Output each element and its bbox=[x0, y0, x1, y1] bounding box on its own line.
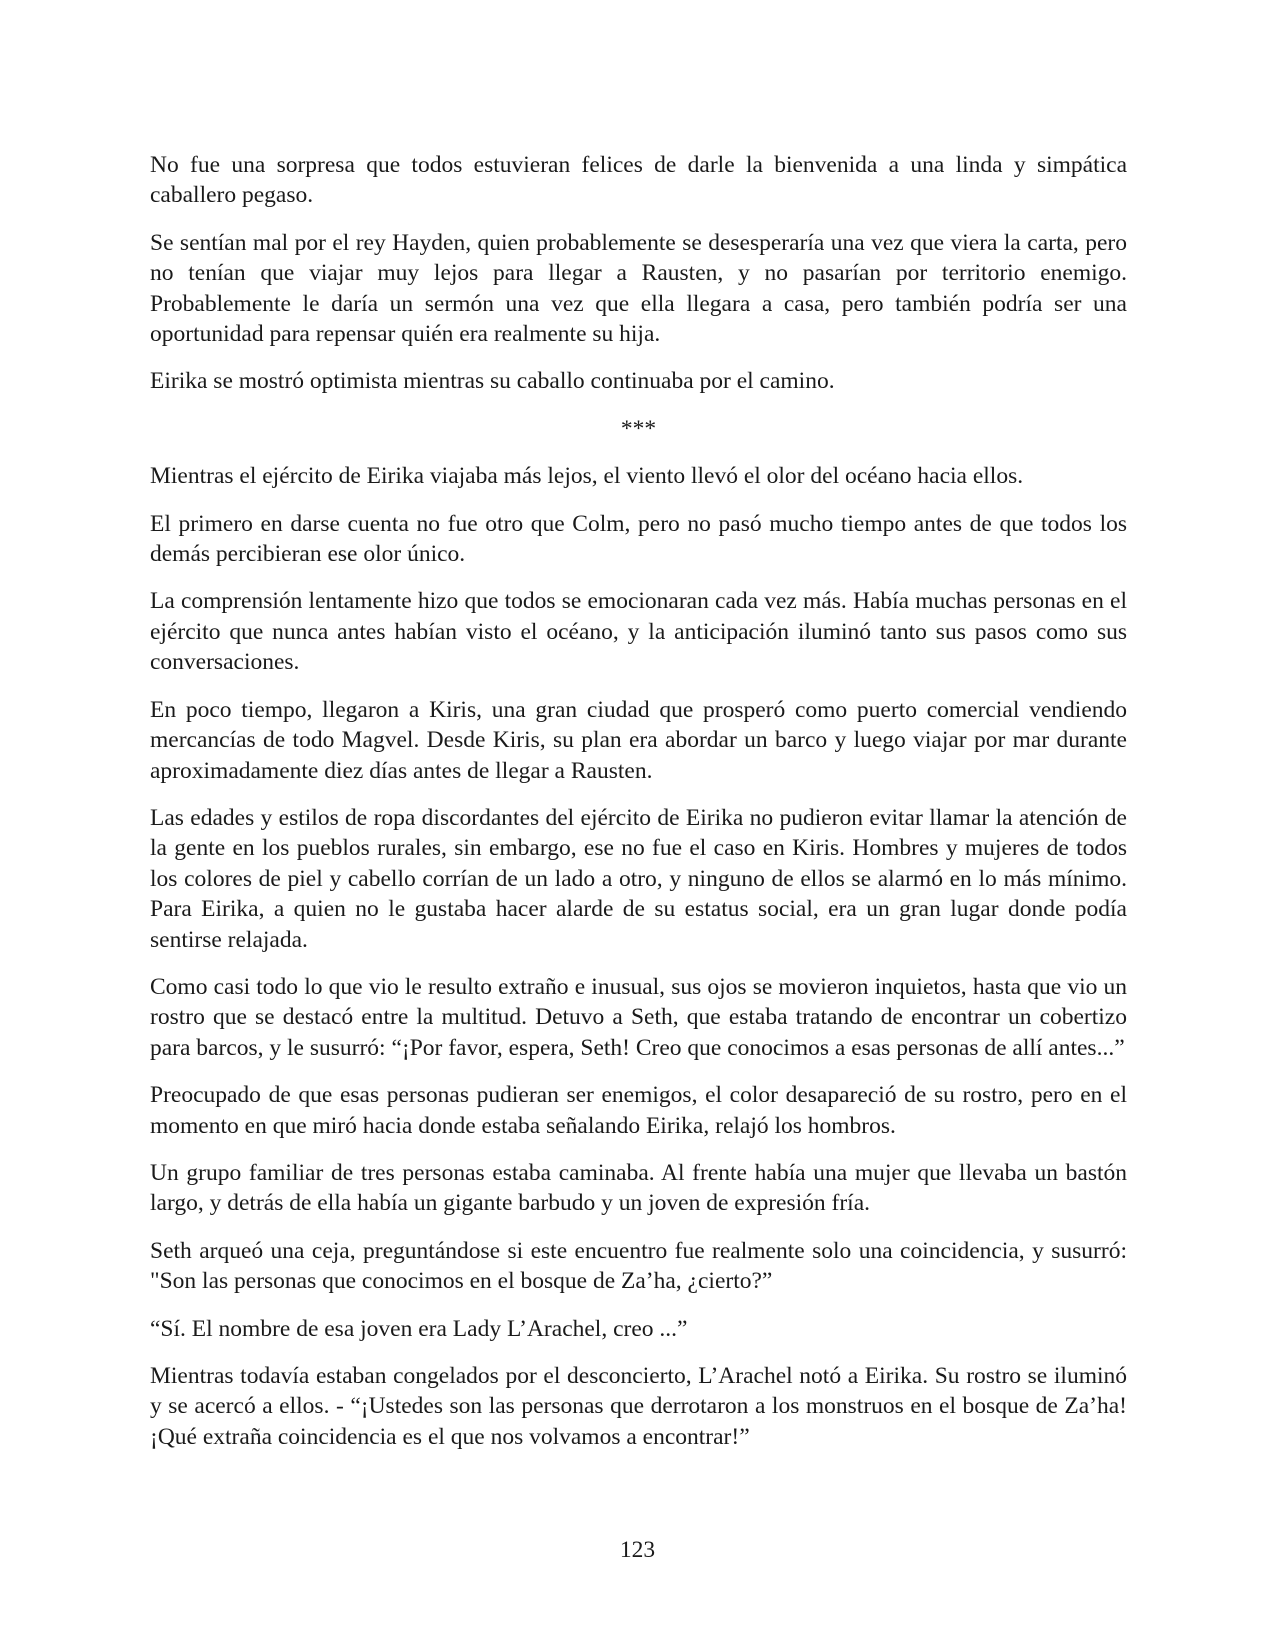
paragraph: El primero en darse cuenta no fue otro que Colm, pero no pasó mucho tiempo antes de que todos los demás percibieran ese olor único. bbox=[150, 510, 1127, 568]
paragraph: Mientras todavía estaban congelados por el desconcierto, L’Arachel notó a Eirika. Su rostro se iluminó y se acercó a ellos. - “¡Ustedes son las personas que derrotaron a los monstruos en el bosque de Za’ha! ¡Qué extraña coincidencia es el que nos volvamos a encontrar!” bbox=[150, 1363, 1127, 1450]
paragraph: Como casi todo lo que vio le resulto extraño e inusual, sus ojos se movieron inquietos, hasta que vio un rostro que se destacó entre la multitud. Detuvo a Seth, que estaba tratando de encontrar un cobertizo para barcos, y le susurró: “¡Por favor, espera, Seth! Creo que conocimos a esas personas de allí antes...” bbox=[150, 973, 1127, 1061]
paragraph: “Sí. El nombre de esa joven era Lady L’Arachel, creo ...” bbox=[150, 1315, 688, 1342]
paragraph: Se sentían mal por el rey Hayden, quien probablemente se desesperaría una vez que viera la carta, pero no tenían que viajar muy lejos para llegar a Rausten, y no pasarían por territorio enemigo. Probablemente le daría un sermón una vez que ella llegara a casa, pero también podría ser una oportunidad para repensar quién era realmente su hija. bbox=[150, 229, 1127, 348]
paragraph: Seth arqueó una ceja, preguntándose si este encuentro fue realmente solo una coincidencia, y susurró: "Son las personas que conocimos en el bosque de Za’ha, ¿cierto?” bbox=[150, 1237, 1127, 1295]
paragraph: En poco tiempo, llegaron a Kiris, una gran ciudad que prosperó como puerto comercial vendiendo mercancías de todo Magvel. Desde Kiris, su plan era abordar un barco y luego viajar por mar durante aproximadamente diez días antes de llegar a Rausten. bbox=[150, 696, 1127, 784]
page-number: 123 bbox=[619, 1537, 656, 1563]
paragraph: Un grupo familiar de tres personas estaba caminaba. Al frente había una mujer que llevaba un bastón largo, y detrás de ella había un gigante barbudo y un joven de expresión fría. bbox=[150, 1159, 1127, 1217]
paragraph: Mientras el ejército de Eirika viajaba más lejos, el viento llevó el olor del océano hacia ellos. bbox=[150, 463, 1024, 490]
scene-break: *** bbox=[620, 415, 657, 442]
paragraph: La comprensión lentamente hizo que todos se emocionaran cada vez más. Había muchas personas en el ejército que nunca antes habían visto el océano, y la anticipación iluminó tanto sus pasos como sus conversaciones. bbox=[150, 588, 1127, 676]
paragraph: Preocupado de que esas personas pudieran ser enemigos, el color desapareció de su rostro, pero en el momento en que miró hacia donde estaba señalando Eirika, relajó los hombros. bbox=[150, 1082, 1127, 1139]
page-body bbox=[150, 150, 1127, 1469]
paragraph: No fue una sorpresa que todos estuvieran felices de darle la bienvenida a una linda y simpática caballero pegaso. bbox=[150, 152, 1127, 209]
paragraph: Las edades y estilos de ropa discordantes del ejército de Eirika no pudieron evitar llamar la atención de la gente en los pueblos rurales, sin embargo, ese no fue el caso en Kiris. Hombres y mujeres de todos los colores de piel y cabello corrían de un lado a otro, y ninguno de ellos se alarmó en lo más mínimo. Para Eirika, a quien no le gustaba hacer alarde de su estatus social, era un gran lugar donde podía sentirse relajada. bbox=[150, 804, 1127, 953]
paragraph: Eirika se mostró optimista mientras su caballo continuaba por el camino. bbox=[150, 368, 835, 395]
